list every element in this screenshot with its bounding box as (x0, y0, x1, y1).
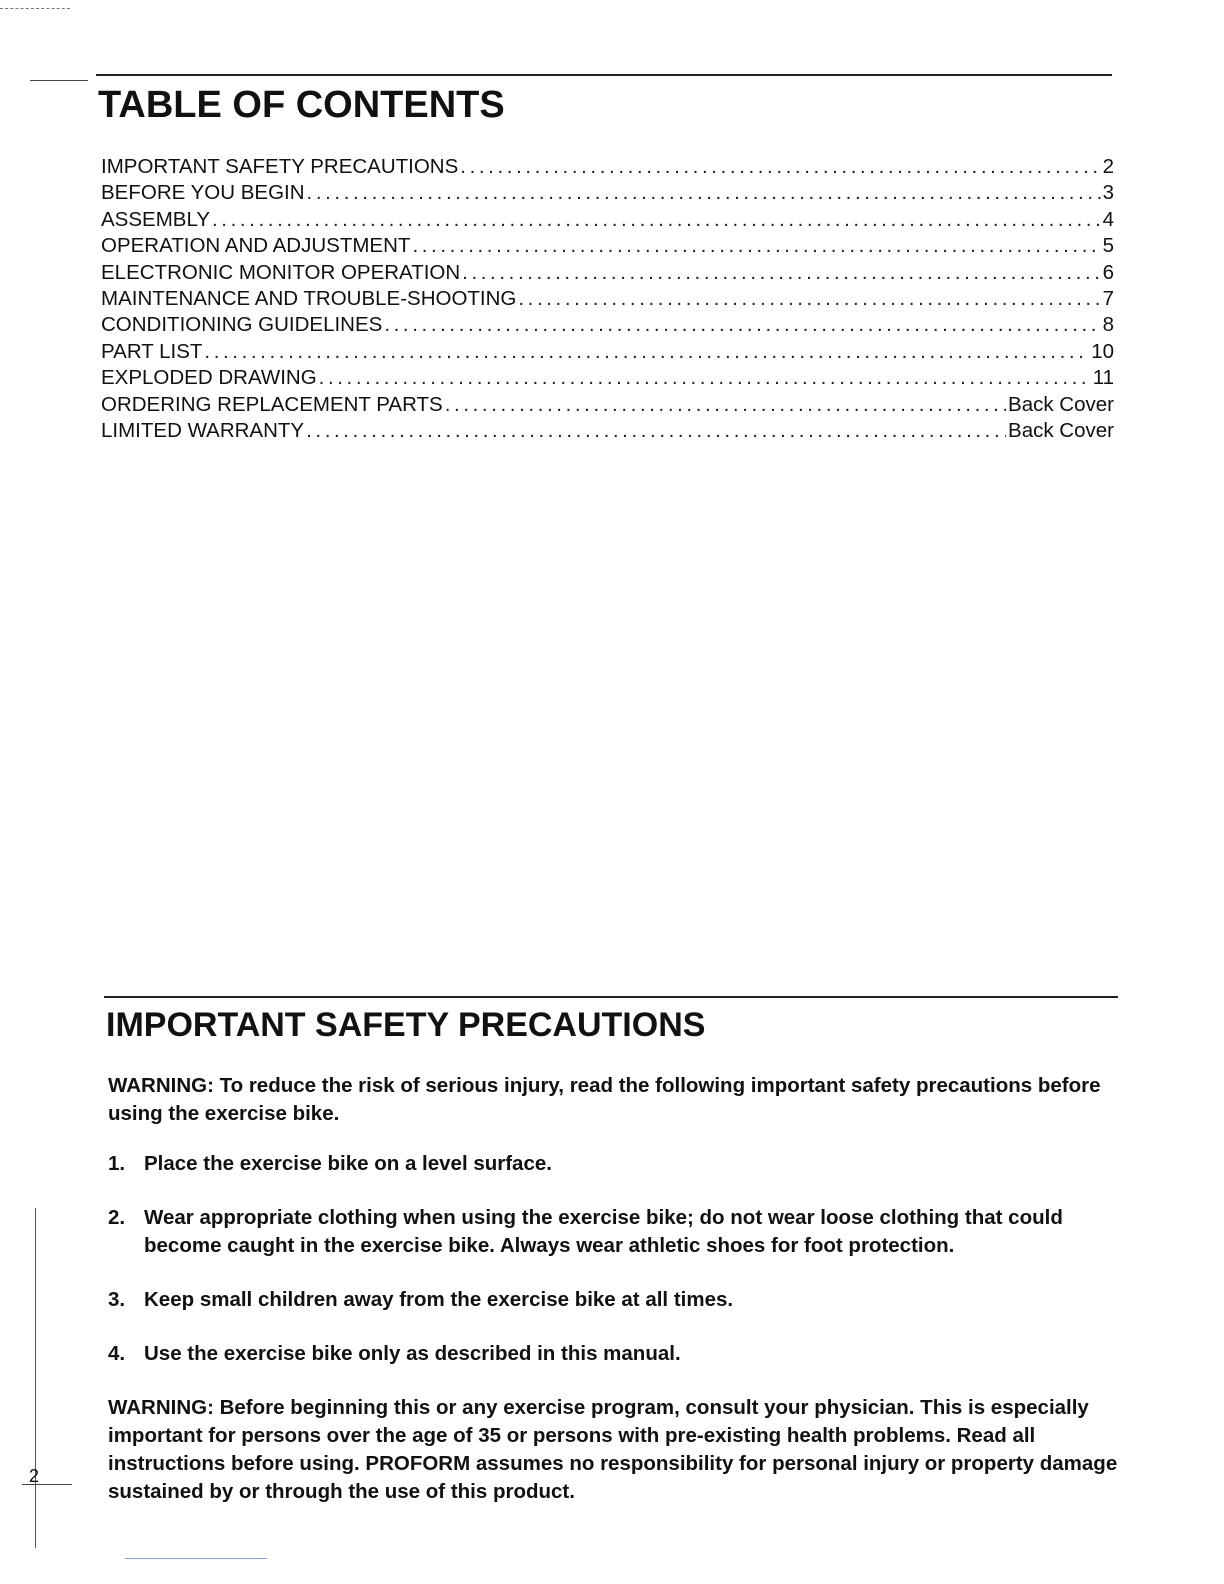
toc-leader-dots (445, 392, 1006, 418)
toc-entry (101, 392, 1114, 418)
item-number: 4. (108, 1342, 126, 1365)
left-margin-mark (30, 80, 88, 81)
toc-entry-label: BEFORE YOU BEGIN (101, 181, 305, 205)
safety-section (108, 1072, 1118, 1506)
toc-leader-dots (462, 260, 1100, 286)
toc-entry-page: 4 (1102, 207, 1114, 231)
left-binding-line (35, 1208, 36, 1548)
list-item (108, 1150, 1118, 1178)
page-number-tick (22, 1484, 72, 1485)
toc-entry (101, 312, 1114, 338)
toc-entry-page: 10 (1091, 339, 1114, 363)
corner-scan-mark (0, 8, 70, 9)
toc-entry (101, 180, 1114, 206)
toc-entry (101, 233, 1114, 259)
toc-entry-page: Back Cover (1008, 392, 1114, 416)
item-number: 2. (108, 1206, 126, 1229)
toc-entry-label: ELECTRONIC MONITOR OPERATION (101, 260, 461, 284)
warning-closing: WARNING: Before beginning this or any exercise program, consult your physician. This is especially important for persons over the age of 35 or persons with pre-existing health problems. Read all instructions before using. PROFORM assumes no responsibility for personal injury or property damage sustained by or through the use of this product. (108, 1396, 1118, 1503)
precautions-list (108, 1150, 1118, 1368)
toc-leader-dots (212, 207, 1101, 233)
toc-entry (101, 418, 1114, 444)
toc-leader-dots (518, 286, 1100, 312)
toc-heading: TABLE OF CONTENTS (98, 84, 505, 126)
toc-leader-dots (306, 418, 1006, 444)
warning-intro: WARNING: To reduce the risk of serious injury, read the following important safety precautions before using the exercise bike. (108, 1074, 1101, 1125)
toc-leader-dots (307, 180, 1101, 206)
safety-heading: IMPORTANT SAFETY PRECAUTIONS (106, 1006, 706, 1044)
toc-entry-page: 11 (1092, 366, 1114, 390)
list-item (108, 1286, 1118, 1314)
item-number: 1. (108, 1152, 126, 1175)
item-text: Use the exercise bike only as described in this manual. (144, 1342, 681, 1365)
toc-entry-page: 6 (1102, 260, 1114, 284)
safety-top-rule (104, 996, 1118, 998)
toc-entry (101, 286, 1114, 312)
toc-entry-page: 7 (1102, 286, 1114, 310)
item-number: 3. (108, 1288, 126, 1311)
toc-entry-page: 3 (1102, 181, 1114, 205)
toc-entry-page: 2 (1102, 155, 1114, 178)
toc-entry (101, 154, 1114, 180)
toc-entry-page: 5 (1102, 234, 1114, 258)
list-item (108, 1204, 1118, 1260)
toc-entry-label: CONDITIONING GUIDELINES (101, 313, 383, 337)
toc-entry (101, 339, 1114, 365)
toc-entry-label: ASSEMBLY (101, 207, 210, 231)
toc-entry-page: 8 (1102, 313, 1114, 337)
toc-entry (101, 207, 1114, 233)
toc-entry-label: ORDERING REPLACEMENT PARTS (101, 392, 443, 416)
list-item (108, 1340, 1118, 1368)
toc-leader-dots (204, 339, 1089, 365)
toc-entry (101, 365, 1114, 391)
toc-entry-label: LIMITED WARRANTY (101, 418, 305, 442)
toc-entry-label: PART LIST (101, 339, 203, 363)
toc-entry-label: IMPORTANT SAFETY PRECAUTIONS (101, 155, 459, 178)
toc-entry-page: Back Cover (1008, 418, 1114, 442)
table-of-contents (101, 154, 1114, 444)
toc-leader-dots (412, 233, 1100, 259)
toc-entry-label: EXPLODED DRAWING (101, 366, 317, 390)
toc-entry (101, 260, 1114, 286)
toc-leader-dots (460, 154, 1100, 180)
item-text: Wear appropriate clothing when using the exercise bike; do not wear loose clothing that could become caught in the exercise bike. Always wear athletic shoes for foot protection. (144, 1206, 1063, 1257)
item-text: Place the exercise bike on a level surface. (144, 1152, 552, 1175)
bottom-scan-line (125, 1558, 267, 1559)
toc-leader-dots (319, 365, 1091, 391)
toc-entry-label: MAINTENANCE AND TROUBLE-SHOOTING (101, 286, 517, 310)
toc-top-rule (96, 74, 1112, 76)
page-number: 2 (29, 1466, 40, 1486)
toc-entry-label: OPERATION AND ADJUSTMENT (101, 234, 411, 258)
item-text: Keep small children away from the exercise bike at all times. (144, 1288, 734, 1311)
toc-leader-dots (384, 312, 1100, 338)
